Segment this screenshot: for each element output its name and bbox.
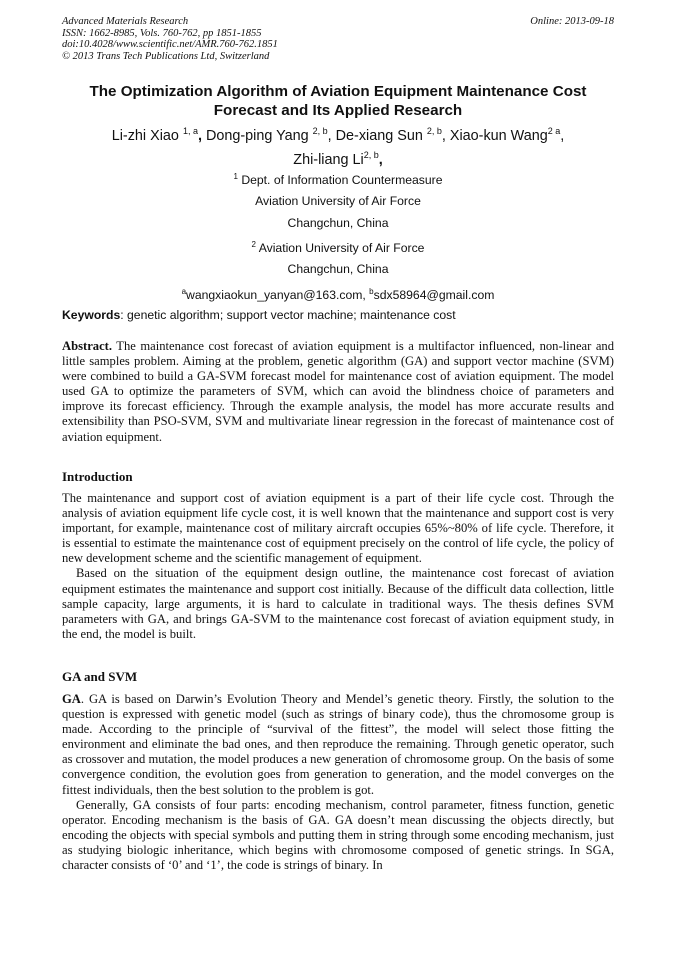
keywords: [62, 308, 614, 323]
abstract: [62, 339, 614, 445]
introduction-body: [62, 491, 614, 642]
affiliation-line: Changchun, China: [287, 215, 389, 230]
author-list: Li-zhi Xiao $^{1, a}$, Dong-ping Yang $^{2, b}$, De-xiang Sun $^{2, b}$, Xiao-kun Wang$^{2 a}$, Zhi-liang Li$^{2, b}$,: [111, 126, 565, 168]
author-name: Dong-ping Yang: [205, 127, 309, 144]
section-heading-ga-svm: GA and SVM: [62, 669, 138, 684]
affiliation-text: Aviation University of Air Force: [258, 241, 425, 256]
ga-svm-body: [62, 692, 614, 873]
affiliation-line: Aviation University of Air Force: [255, 194, 421, 209]
affiliations: [62, 166, 614, 306]
paragraph: [62, 692, 614, 798]
paragraph: Generally, GA consists of four parts: encoding mechanism, control parameter, fitness function, genetic operator. Encoding mechanism is the basis of GA. GA doesn’t mean discussing the objects directly, but encoding the objects with special symbols and putting them in string through some encoding mechanism, just as studying biologic inheritance, which begins with chromosome composed of genetic strings. In SGA, character consists of ‘0’ and ‘1’, the code is strings of binary. In: [62, 797, 614, 873]
email-sup: b: [369, 286, 374, 296]
journal-header: [62, 16, 614, 62]
affiliation-line: Changchun, China: [287, 262, 389, 277]
author-name: De-xiang Sun: [335, 127, 423, 144]
paper-title: The Optimization Algorithm of Aviation Equipment Maintenance Cost Forecast and Its Applied Research: [89, 83, 587, 119]
email-line: [62, 281, 614, 306]
affiliation-line: [62, 166, 614, 191]
paragraph-text: . GA is based on Darwin’s Evolution Theory and Mendel’s genetic theory. Firstly, the solution to the question is expressed with genetic model (such as strings of binary code), thus the chromosome group is made. According to the principle of “survival of the fittest”, the model will select those fitting the environment and eliminate the bad ones, and then reproduce the remaining. Through genetic operator, such as crossover and mutation, the model produces a new generation of chromosome group. On the basis of some convergence condition, the evolution goes from generation to generation, and the model converges on the fittest individuals, then the best solution to the problem is got.: [62, 692, 614, 797]
abstract-text: The maintenance cost forecast of aviation equipment is a multifactor influenced, non-linear and little samples problem. Aiming at the problem, genetic algorithm (GA) and support vector machine (SVM) were combined to build a GA-SVM forecast model for maintenance cost of aviation equipment. The model used GA to optimize the parameters of SVM, which can avoid the blindness choice of parameters and improve its forecast efficiency. Through the example analysis, the model has more accurate results and extensibility than PSO-SVM, SVM and multivariate linear regression in the forecast of maintenance cost of aviation equipment.: [62, 339, 615, 444]
online-date: Online: 2013-09-18: [530, 16, 614, 27]
author-sup: 2 a: [547, 126, 561, 136]
affiliation-line: [62, 234, 614, 259]
abstract-label: Abstract.: [62, 339, 113, 353]
journal-name: Advanced Materials Research: [62, 16, 189, 27]
paragraph: The maintenance and support cost of aviation equipment is a part of their life cycle cost. Through the analysis of aviation equipment life cycle cost, it is well known that the maintenance and support cost is very important, for example, maintenance cost of military aircraft occupies 65%~80% of life cycle. Therefore, it is essential to estimate the maintenance cost of equipment precisely on the control of life cycle, the policy of new development scheme and the scientific management of equipment.: [62, 491, 614, 566]
author-sup: 2, b: [426, 126, 442, 136]
author-name: Li-zhi Xiao: [111, 127, 179, 144]
journal-copyright: © 2013 Trans Tech Publications Ltd, Switzerland: [62, 50, 270, 62]
author-sup: 2, b: [312, 126, 328, 136]
journal-doi: doi:10.4028/www.scientific.net/AMR.760-762.1851: [62, 39, 278, 51]
section-heading-introduction: Introduction: [62, 469, 133, 484]
email-sup: a: [181, 286, 187, 296]
affiliation-sup: 2: [251, 239, 256, 249]
affiliation-text: Dept. of Information Countermeasure: [241, 173, 443, 188]
keywords-label: Keywords: [62, 308, 121, 322]
author-name: Xiao-kun Wang: [449, 127, 548, 144]
journal-issn: ISSN: 1662-8985, Vols. 760-762, pp 1851-1855: [62, 27, 262, 39]
paragraph: Based on the situation of the equipment design outline, the maintenance cost forecast of aviation equipment estimates the maintenance and support cost initially. Because of the difficult data collection, little sample capacity, large arguments, it is hard to calculate in traditional ways. The thesis defines SVM parameters with GA, and brings GA-SVM to the maintenance cost forecast of aviation equipment study, in the end, the model is built.: [62, 566, 614, 641]
affiliation-sup: 1: [233, 172, 238, 181]
email-link[interactable]: wangxiaokun_yanyan@163.com,: [186, 287, 366, 302]
ga-label: GA: [62, 692, 81, 706]
author-sup: 2, b: [363, 149, 379, 160]
author-sup: 1, a: [182, 126, 198, 136]
author-name: Zhi-liang Li: [293, 151, 364, 168]
keywords-text: : genetic algorithm; support vector machine; maintenance cost: [120, 308, 456, 322]
email-link[interactable]: sdx58964@gmail.com: [373, 287, 495, 302]
